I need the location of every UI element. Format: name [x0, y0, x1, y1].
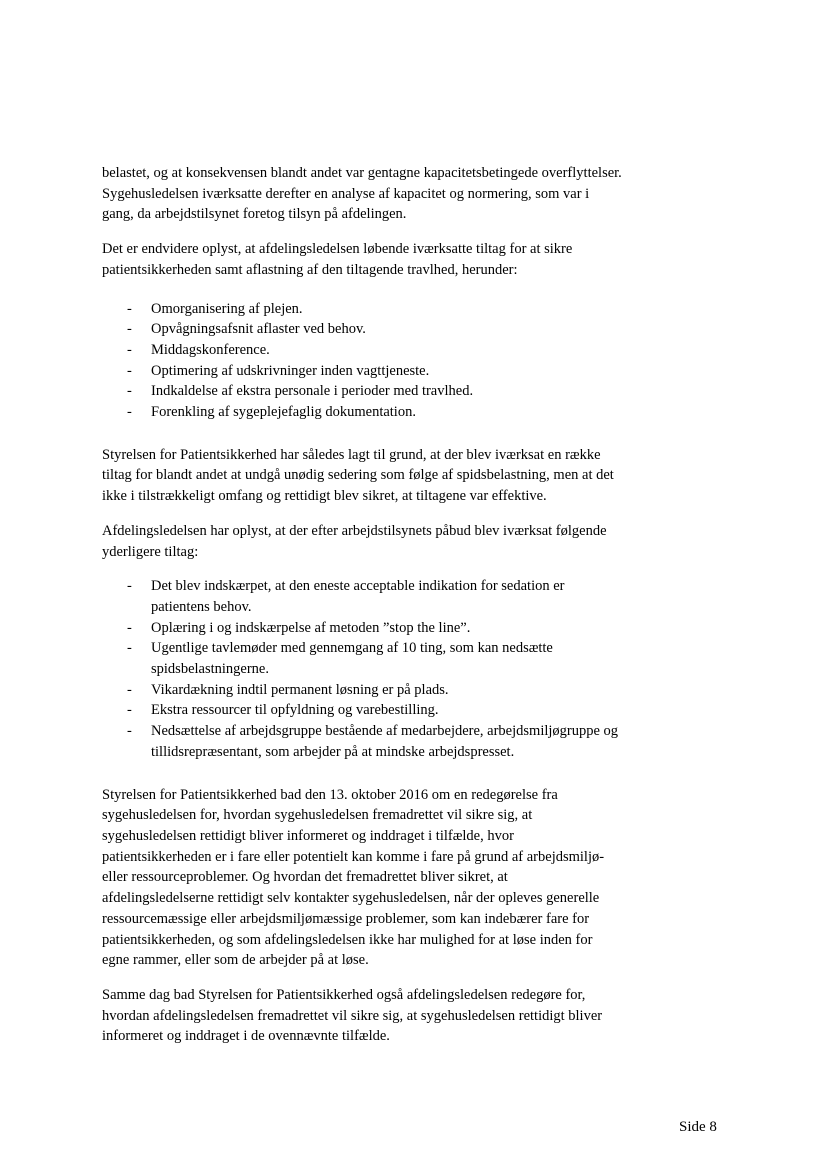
paragraph-capacity: belastet, og at konsekvensen blandt andet var gentagne kapacitetsbetingede overflyttelser. Sygehusledelsen iværksatte derefter en analyse af kapacitet og normering, som var i gang, da arbejdstilsynet foretog tilsyn på afdelingen. — [102, 165, 622, 223]
measures-list — [102, 299, 622, 423]
paragraph-additional-intro: Afdelingsledelsen har oplyst, at der efter arbejdstilsynets påbud blev iværksat følgende yderligere tiltag: — [102, 522, 607, 560]
list-item: - Vikardækning indtil permanent løsning er på plads. — [102, 680, 622, 701]
paragraph-assessment: Styrelsen for Patientsikkerhed har således lagt til grund, at der blev iværksat en række tiltag for blandt andet at undgå unødig sedering som følge af spidsbelastning, men at det ikke i tilstrækkeligt omfang og rettidigt blev sikret, at tiltagene var effektive. — [102, 446, 614, 505]
page-number: Side 8 — [679, 1119, 717, 1135]
document-body — [102, 163, 622, 1061]
paragraph-department-request: Samme dag bad Styrelsen for Patientsikkerhed også afdelingsledelsen redegøre for, hvordan afdelingsledelsen fremadrettet vil sikre sig, at sygehusledelsen rettidigt bliver informeret og inddraget i de ovennævnte tilfælde. — [102, 986, 603, 1045]
list-item: - Ugentlige tavlemøder med gennemgang af 10 ting, som kan nedsætte spidsbelastningerne. — [102, 638, 622, 679]
list-item: - Optimering af udskrivninger inden vagttjeneste. — [102, 361, 622, 382]
list-item: - Ekstra ressourcer til opfyldning og varebestilling. — [102, 700, 622, 721]
list-item: - Forenkling af sygeplejefaglig dokumentation. — [102, 402, 622, 423]
list-item: - Indkaldelse af ekstra personale i perioder med travlhed. — [102, 381, 622, 402]
list-item: - Det blev indskærpet, at den eneste acceptable indikation for sedation er patientens behov. — [102, 576, 622, 617]
list-item: - Omorganisering af plejen. — [102, 299, 622, 320]
paragraph-hospital-request: Styrelsen for Patientsikkerhed bad den 13. oktober 2016 om en redegørelse fra sygehusledelsen for, hvordan sygehusledelsen fremadrettet vil sikre sig, at sygehusledelsen rettidigt bliver informeret og inddraget i tilfælde, hvor patientsikkerheden er i fare eller potentielt kan komme i fare på grund af arbejdsmiljø- eller ressourceproblemer. Og hvordan det fremadrettet bliver sikret, at afdelingsledelserne rettidigt selv kontakter sygehusledelsen, når der opleves generelle ressourcemæssige eller arbejdsmiljømæssige problemer, som kan indebærer fare for patientsikkerheden, og som afdelingsledelsen ikke har mulighed for at løse inden for egne rammer, eller som de arbejder på at løse. — [102, 786, 605, 969]
list-item: - Oplæring i og indskærpelse af metoden ”stop the line”. — [102, 618, 622, 639]
paragraph-measures-intro: Det er endvidere oplyst, at afdelingsledelsen løbende iværksatte tiltag for at sikre patientsikkerheden samt aflastning af den tiltagende travlhed, herunder: — [102, 241, 573, 278]
list-item: - Middagskonference. — [102, 340, 622, 361]
list-item: - Opvågningsafsnit aflaster ved behov. — [102, 319, 622, 340]
additional-measures-list — [102, 576, 622, 762]
list-item: - Nedsættelse af arbejdsgruppe bestående af medarbejdere, arbejdsmiljøgruppe og tillidsrepræsentant, som arbejder på at mindske arbejdspresset. — [102, 721, 622, 762]
